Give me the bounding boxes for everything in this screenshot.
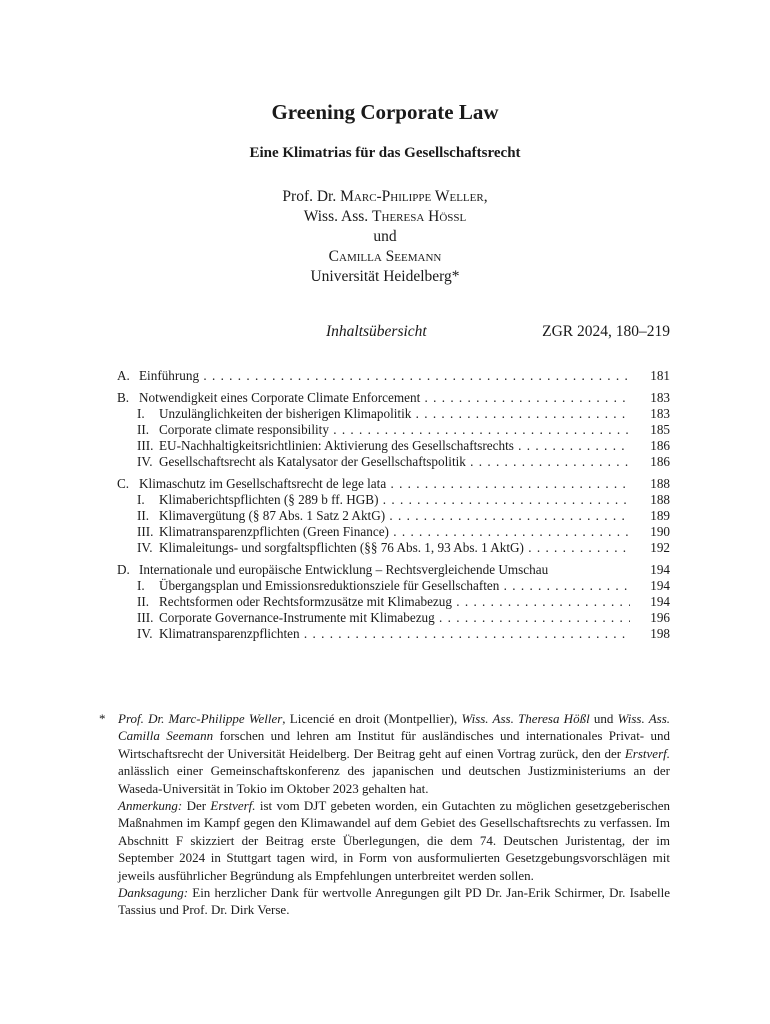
author-and: und	[373, 228, 397, 245]
toc-entry	[117, 438, 670, 454]
toc-entry-page: 198	[650, 626, 670, 641]
footnote-paragraph-authors	[118, 710, 670, 797]
article-subtitle: Eine Klimatrias für das Gesellschaftsrecht	[249, 145, 521, 161]
author-line-1	[0, 188, 770, 206]
toc-entry	[117, 524, 670, 540]
footnote-paragraph-thanks	[118, 884, 670, 919]
footnote-author-3: Wiss. Ass. Camilla Seemann	[118, 711, 671, 744]
toc-entry-text: Notwendigkeit eines Corporate Climate Enforcement	[139, 390, 421, 405]
author-3-name: Camilla Seemann	[328, 248, 442, 265]
toc-entry-text: Einführung	[139, 368, 200, 383]
footnote-thanks-label: Danksagung:	[118, 885, 189, 901]
toc-entry-label: I.	[137, 406, 145, 421]
toc-entry-page: 194	[650, 578, 670, 593]
toc-entry-text: Klimaschutz im Gesellschaftsrecht de lege lata	[139, 476, 387, 491]
toc-entry-text: Rechtsformen oder Rechtsformzusätze mit Klimabezug	[159, 594, 452, 609]
footnote-text: Ein herzlicher Dank für wertvolle Anregungen gilt PD Dr. Jan-Erik Schirmer, Dr. Isabelle Tassius und Prof. Dr. Dirk Verse.	[118, 885, 670, 918]
table-of-contents	[117, 368, 670, 642]
toc-entry-text: Klimaberichtspflichten (§ 289 b ff. HGB)	[159, 492, 379, 507]
author-2-name: Theresa Hößl	[372, 208, 467, 225]
toc-entry	[117, 368, 670, 384]
footnote-marker: *	[99, 711, 106, 726]
toc-entry-text: EU-Nachhaltigkeitsrichtlinien: Aktivierung des Gesellschaftsrechts	[159, 438, 514, 453]
toc-entry-label: D.	[117, 562, 130, 577]
journal-reference: ZGR 2024, 180–219	[542, 323, 670, 340]
toc-entry-page: 185	[650, 422, 670, 437]
toc-entry	[117, 626, 670, 642]
author-1-suffix: ,	[483, 188, 488, 205]
author-1-name: Marc-Philippe Weller	[340, 188, 484, 205]
toc-title: Inhaltsübersicht	[326, 323, 427, 340]
footnote-author-1: Prof. Dr. Marc-Philippe Weller	[118, 711, 283, 726]
toc-entry-page: 183	[650, 406, 670, 421]
toc-entry	[117, 406, 670, 422]
toc-entry-label: I.	[137, 492, 145, 507]
footnote-note-label: Anmerkung:	[118, 798, 183, 814]
toc-entry-page: 196	[650, 610, 670, 625]
toc-entry-text: Klimavergütung (§ 87 Abs. 1 Satz 2 AktG)	[159, 508, 386, 523]
toc-entry	[117, 594, 670, 610]
footnote-erstverf: Erstverf.	[210, 798, 256, 814]
affiliation: Universität Heidelberg*	[310, 268, 460, 285]
toc-entry-label: C.	[117, 476, 130, 491]
author-2-prefix: Wiss. Ass.	[303, 208, 373, 225]
toc-entry-label: A.	[117, 368, 130, 383]
toc-entry-page: 186	[650, 454, 670, 469]
toc-entry-label: I.	[137, 578, 145, 593]
toc-entry-label: III.	[137, 438, 154, 453]
footnote-text: Der	[182, 798, 211, 814]
toc-entry-text: Übergangsplan und Emissionsreduktionsziele für Gesellschaften	[159, 578, 500, 593]
toc-entry	[117, 454, 670, 470]
toc-entry-page: 181	[650, 368, 670, 383]
footnote-paragraph-note	[118, 797, 670, 884]
footnote-text: , Licencié en droit (Montpellier),	[282, 711, 462, 726]
toc-entry-text: Internationale und europäische Entwicklung – Rechtsvergleichende Umschau	[139, 562, 549, 577]
toc-entry	[117, 422, 670, 438]
footnote-erstverf: Erstverf.	[624, 745, 670, 761]
article-title: Greening Corporate Law	[271, 100, 499, 124]
toc-entry-page: 190	[650, 524, 670, 539]
toc-entry-label: II.	[137, 594, 150, 609]
toc-entry-text: Corporate Governance-Instrumente mit Klimabezug	[159, 610, 435, 625]
toc-entry	[117, 390, 670, 406]
author-line-2	[0, 208, 770, 226]
footnote-text: ist vom DJT gebeten worden, ein Gutachten zu möglichen gesetzgeberischen Maßnahmen im Kampf gegen den Klimawandel auf dem Gebiet des Gesellschaftsrechts zu verfassen. Im Abschnitt F skizziert der Beitrag erste Überlegungen, die dem 74. Deutschen Juristentag, der im September 2024 in Stuttgart tagen wird, in Form von ausformulierten Gesetzgebungsvorschlägen mit jeweils ausführlicher Begründung als Empfehlungen unterbreitet werden sollen.	[118, 798, 670, 883]
toc-entry	[117, 476, 670, 492]
toc-entry-page: 186	[650, 438, 670, 453]
toc-entry	[117, 578, 670, 594]
toc-entry-label: B.	[117, 390, 130, 405]
toc-entry-text: Klimatransparenzpflichten	[159, 626, 300, 641]
toc-entry-text: Klimaleitungs- und sorgfaltspflichten (§§ 76 Abs. 1, 93 Abs. 1 AktG)	[159, 540, 524, 555]
footnote-text: forschen und lehren am Institut für ausländisches und internationales Privat- und Wirtschaftsrecht der Universität Heidelberg. Der Beitrag geht auf einen Vortrag zurück, den der	[118, 728, 670, 761]
toc-entry	[117, 492, 670, 508]
toc-entry-page: 183	[650, 390, 670, 405]
author-1-prefix: Prof. Dr.	[282, 188, 341, 205]
footnote-text: und	[589, 711, 618, 726]
toc-entry-label: III.	[137, 524, 154, 539]
toc-entry	[117, 508, 670, 524]
toc-entry-label: II.	[137, 422, 150, 437]
toc-entry-label: IV.	[137, 540, 153, 555]
toc-entry-page: 188	[650, 492, 670, 507]
toc-entry	[117, 540, 670, 556]
toc-entry	[117, 610, 670, 626]
toc-entry-label: IV.	[137, 454, 153, 469]
toc-entry-text: Unzulänglichkeiten der bisherigen Klimapolitik	[159, 406, 412, 421]
toc-entry-page: 188	[650, 476, 670, 491]
toc-entry-text: Klimatransparenzpflichten (Green Finance)	[159, 524, 389, 539]
toc-entry-page: 194	[650, 594, 670, 609]
toc-entry-label: IV.	[137, 626, 153, 641]
toc-entry	[117, 562, 670, 578]
toc-entry-text: Gesellschaftsrecht als Katalysator der Gesellschaftspolitik	[159, 454, 466, 469]
toc-entry-label: II.	[137, 508, 150, 523]
toc-entry-page: 194	[650, 562, 670, 577]
toc-entry-text: Corporate climate responsibility	[159, 422, 329, 437]
footnote-text: anlässlich einer Gemeinschaftskonferenz des japanischen und deutschen Justizministeriums an der Waseda-Universität in Tokio im Oktober 2023 gehalten hat.	[118, 763, 670, 796]
footnote-author-2: Wiss. Ass. Theresa Hößl	[461, 711, 590, 726]
footnote	[99, 710, 671, 919]
toc-entry-page: 192	[650, 540, 670, 555]
toc-entry-page: 189	[650, 508, 670, 523]
toc-entry-label: III.	[137, 610, 154, 625]
